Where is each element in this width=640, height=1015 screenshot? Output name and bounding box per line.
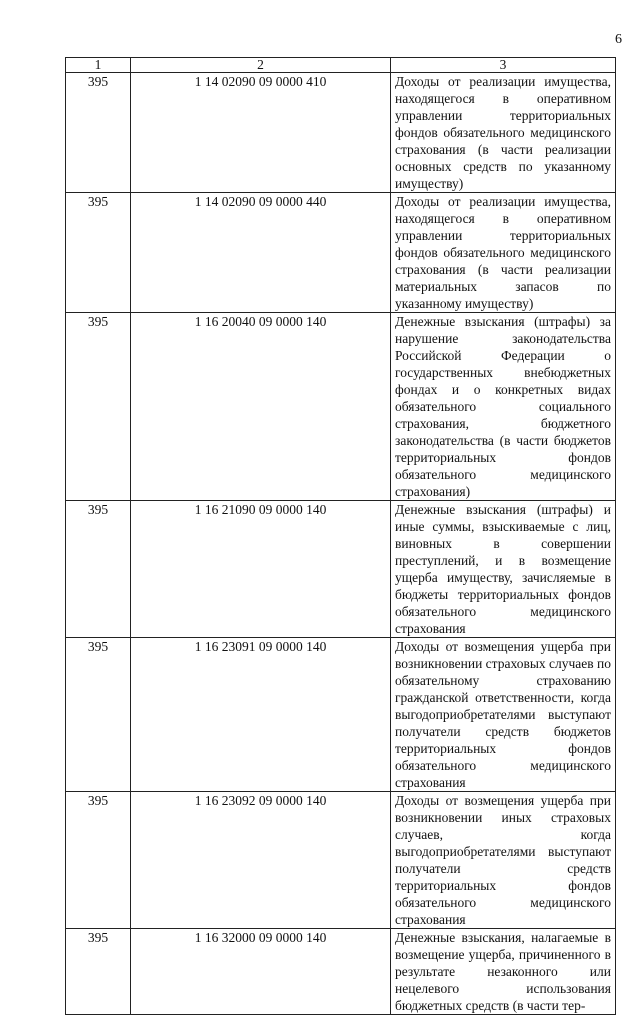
- header-column-1: 1: [66, 58, 131, 73]
- budget-code-cell: 1 16 20040 09 0000 140: [131, 313, 391, 501]
- table-row: [66, 73, 616, 193]
- header-row: [66, 58, 616, 73]
- header-column-2: 2: [131, 58, 391, 73]
- table-row: [66, 501, 616, 638]
- table-row: [66, 313, 616, 501]
- admin-code-cell: 395: [66, 792, 131, 929]
- budget-code-cell: 1 14 02090 09 0000 410: [131, 73, 391, 193]
- description-cell: [391, 73, 616, 193]
- budget-code-cell: 1 16 21090 09 0000 140: [131, 501, 391, 638]
- budget-code-cell: 1 16 23092 09 0000 140: [131, 792, 391, 929]
- budget-code-cell: 1 16 23091 09 0000 140: [131, 638, 391, 792]
- table-row: [66, 638, 616, 792]
- admin-code-cell: 395: [66, 929, 131, 1015]
- admin-code-cell: 395: [66, 638, 131, 792]
- description-text: Доходы от возмещения ущерба при возникновении иных страховых случаев, когда выгодоприобретателями выступают получатели средств территориальных фондов обязательного медицинского страхования: [395, 793, 611, 927]
- budget-code-cell: 1 14 02090 09 0000 440: [131, 193, 391, 313]
- admin-code-cell: 395: [66, 193, 131, 313]
- admin-code-cell: 395: [66, 73, 131, 193]
- description-text: Денежные взыскания (штрафы) за нарушение законодательства Российской Федерации о государственных внебюджетных фондах и о конкретных видах обязательного социального страхования, бюджетного законодательства (в части бюджетов территориальных фондов обязательного медицинского страхования): [395, 314, 611, 499]
- page-number: 6: [615, 32, 622, 47]
- budget-code-cell: 1 16 32000 09 0000 140: [131, 929, 391, 1015]
- description-text: Доходы от возмещения ущерба при возникновении страховых случаев по обязательному страхованию гражданской ответственности, когда выгодоприобретателями выступают получатели средств бюджетов территориальных фондов обязательного медицинского страхования: [395, 639, 612, 790]
- description-text: Денежные взыскания (штрафы) и иные суммы, взыскиваемые с лиц, виновных в совершении преступлений, и в возмещение ущерба имуществу, зачисляемые в бюджеты территориальных фондов обязательного медицинского страхования: [395, 502, 611, 636]
- table-header: [66, 58, 616, 73]
- table-row: [66, 193, 616, 313]
- table-row: [66, 929, 616, 1015]
- admin-code-cell: 395: [66, 501, 131, 638]
- table-row: [66, 792, 616, 929]
- description-cell: [391, 792, 616, 929]
- header-column-3: 3: [391, 58, 616, 73]
- description-cell: [391, 638, 616, 792]
- description-text: Денежные взыскания, налагаемые в возмещение ущерба, причиненного в результате незаконного или нецелевого использования бюджетных средств (в части тер-: [395, 930, 611, 1013]
- description-cell: [391, 929, 616, 1015]
- admin-code-cell: 395: [66, 313, 131, 501]
- table-body: [66, 73, 616, 1015]
- description-cell: [391, 501, 616, 638]
- description-cell: [391, 313, 616, 501]
- revenue-codes-table: [65, 57, 616, 1015]
- description-cell: [391, 193, 616, 313]
- description-text: Доходы от реализации имущества, находящегося в оперативном управлении территориальных фондов обязательного медицинского страхования (в части реализации основных средств по указанному имуществу): [395, 74, 611, 191]
- description-text: Доходы от реализации имущества, находящегося в оперативном управлении территориальных фондов обязательного медицинского страхования (в части реализации материальных запасов по указанному имуществу): [395, 194, 611, 311]
